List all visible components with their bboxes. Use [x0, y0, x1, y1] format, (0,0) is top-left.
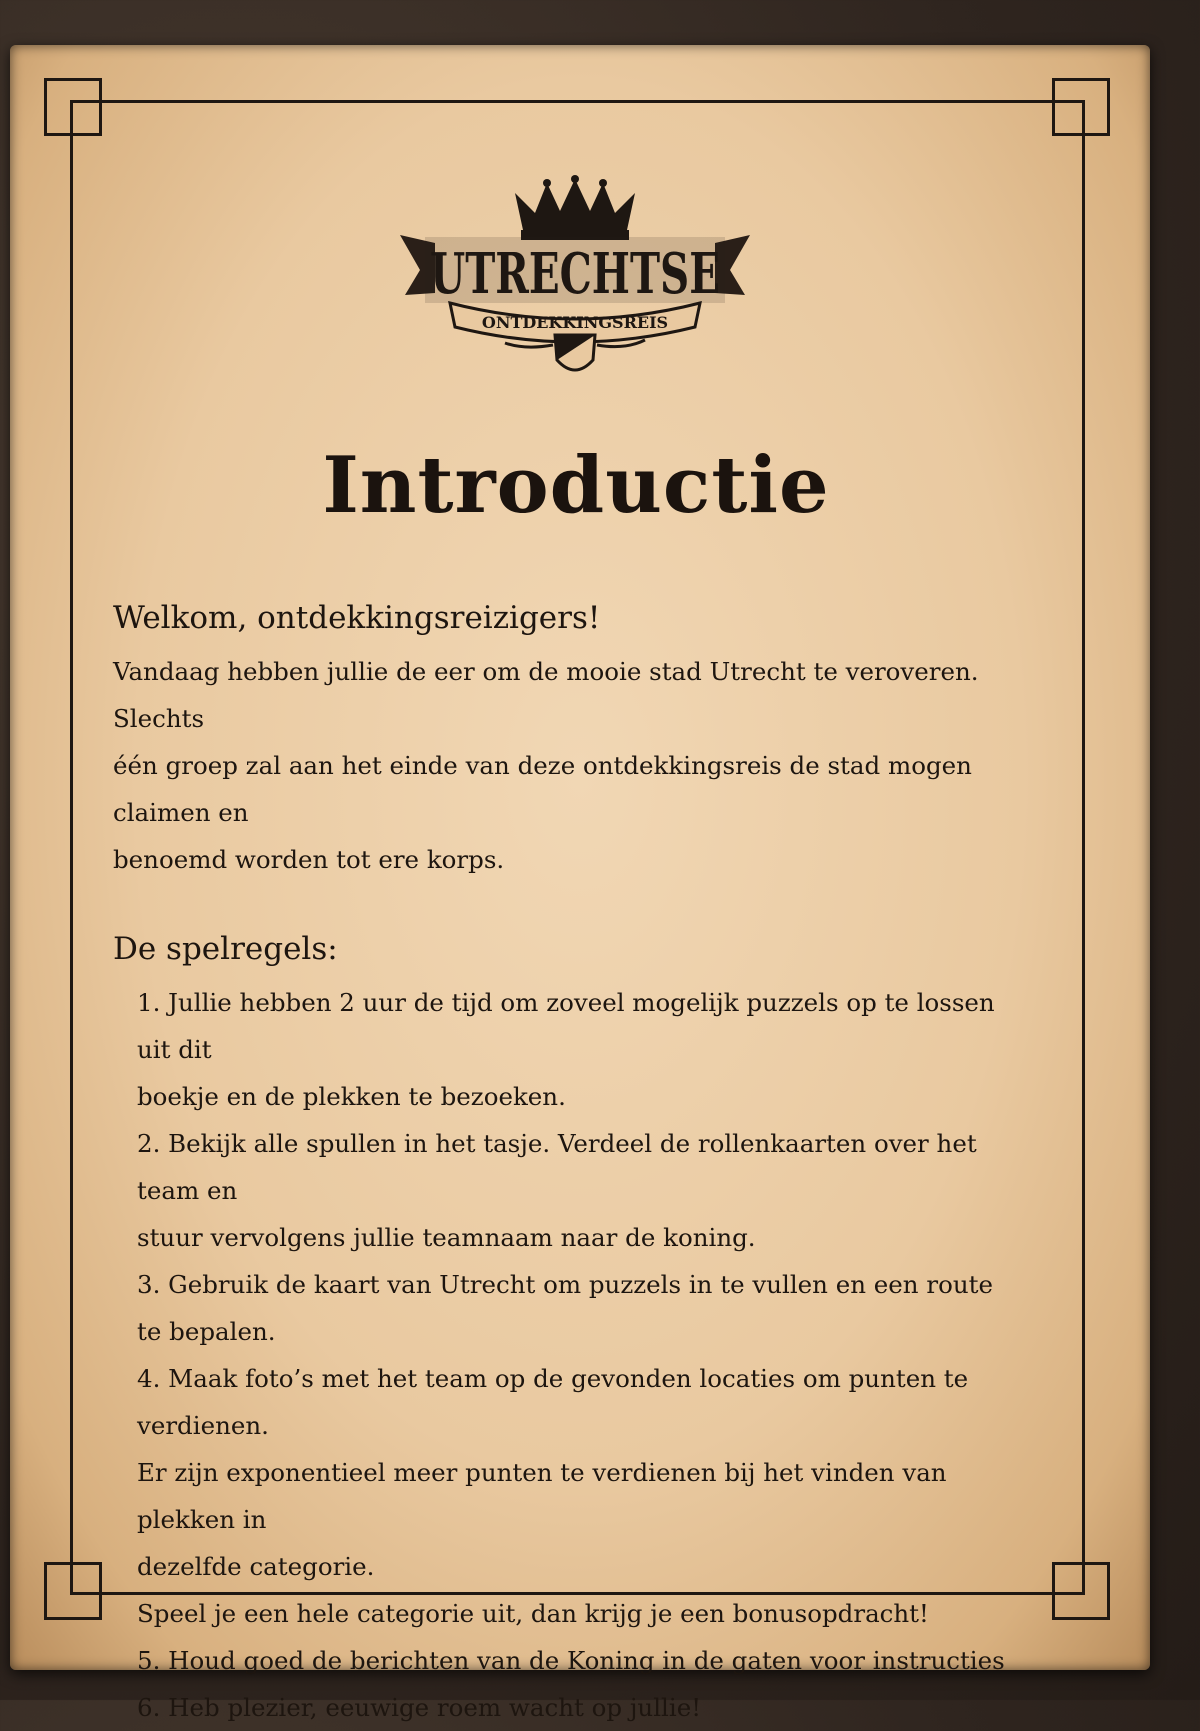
welcome-section — [113, 600, 1033, 883]
welcome-heading: Welkom, ontdekkingsreizigers! — [113, 600, 601, 636]
frame-top-line — [70, 100, 1085, 103]
rule-line: 2. Bekijk alle spullen in het tasje. Verdeel de rollenkaarten over het team en — [137, 1129, 977, 1205]
rule-line: dezelfde categorie. — [137, 1552, 375, 1581]
rule-line: 1. Jullie hebben 2 uur de tijd om zoveel mogelijk puzzels op te lossen uit dit — [137, 988, 995, 1064]
rule-line: 4. Maak foto’s met het team op de gevonden locaties om punten te verdienen. — [137, 1364, 969, 1440]
shield-icon — [555, 335, 595, 370]
frame-corner-top-left — [44, 78, 102, 136]
rule-line: Speel je een hele categorie uit, dan krijg je een bonusopdracht! — [137, 1599, 929, 1628]
crown-icon — [515, 175, 635, 240]
rule-line: 5. Houd goed de berichten van de Koning in de gaten voor instructies — [137, 1646, 1005, 1675]
rule-line: 3. Gebruik de kaart van Utrecht om puzzels in te vullen en een route — [137, 1270, 993, 1299]
rule-line: 6. Heb plezier, eeuwige roem wacht op jullie! — [137, 1693, 702, 1722]
frame-left-line — [70, 100, 73, 1595]
frame-corner-bottom-right — [1052, 1562, 1110, 1620]
welcome-line: één groep zal aan het einde van deze ontdekkingsreis de stad mogen claimen en — [113, 751, 972, 827]
rules-section — [113, 931, 1033, 1731]
logo-main-text: UTRECHTSE — [430, 241, 720, 307]
rule-line: Er zijn exponentieel meer punten te verdienen bij het vinden van plekken in — [137, 1458, 947, 1534]
utrechtse-ontdekkingsreis-logo — [395, 175, 755, 385]
page-title: Introductie — [322, 440, 830, 531]
rules-heading: De spelregels: — [113, 931, 338, 967]
rule-line: boekje en de plekken te bezoeken. — [137, 1082, 566, 1111]
welcome-line: benoemd worden tot ere korps. — [113, 845, 505, 874]
rules-list — [137, 979, 1033, 1731]
frame-corner-top-right — [1052, 78, 1110, 136]
frame-right-line — [1082, 100, 1085, 1595]
frame-corner-bottom-left — [44, 1562, 102, 1620]
content — [113, 600, 1033, 1731]
welcome-line: Vandaag hebben jullie de eer om de mooie stad Utrecht te veroveren. Slechts — [113, 657, 979, 733]
rule-line: te bepalen. — [137, 1317, 276, 1346]
rule-line: stuur vervolgens jullie teamnaam naar de koning. — [137, 1223, 756, 1252]
logo-banner-text: ONTDEKKINGSREIS — [481, 313, 669, 332]
